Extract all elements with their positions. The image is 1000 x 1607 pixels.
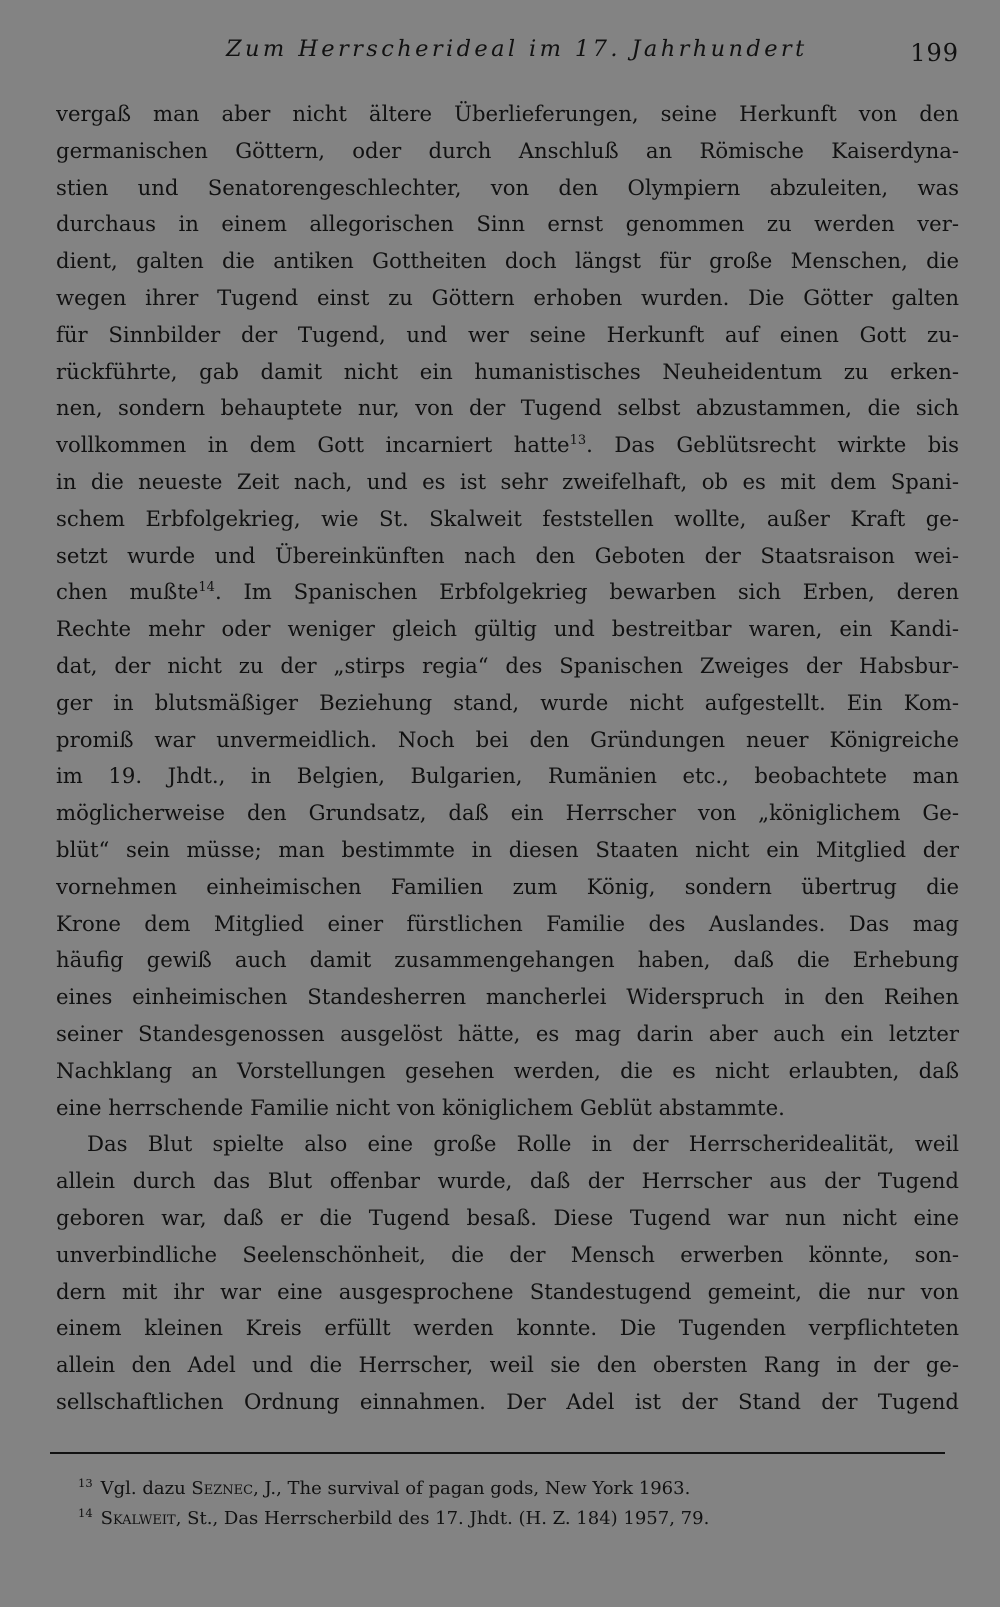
running-head <box>56 36 959 76</box>
text-line: im 19. Jhdt., in Belgien, Bulgarien, Rumänien etc., beobachtete man <box>56 763 959 789</box>
text-line: schem Erbfolgekrieg, wie St. Skalweit feststellen wollte, außer Kraft ge- <box>56 505 959 531</box>
text-segment: chen mußte <box>56 579 199 605</box>
text-line: wegen ihrer Tugend einst zu Göttern erhoben wurden. Die Götter galten <box>56 284 959 310</box>
text-segment: . Im Spanischen Erbfolgekrieg bewarben sich Erben, deren <box>214 579 959 605</box>
footnote-divider <box>50 1452 945 1454</box>
footnote-reference-14: 14 <box>198 580 215 596</box>
footnote-text: Vgl. dazu <box>100 1478 192 1499</box>
text-line: für Sinnbilder der Tugend, und wer seine Herkunft auf einen Gott zu- <box>56 321 959 347</box>
text-line: dient, galten die antiken Gottheiten doch längst für große Menschen, die <box>56 248 959 274</box>
footnote-author: Skalweit <box>100 1508 176 1529</box>
running-title: Zum Herrscherideal im 17. Jahrhundert <box>226 36 808 62</box>
text-line: Nachklang an Vorstellungen gesehen werden, die es nicht erlaubten, daß <box>56 1057 959 1083</box>
footnote-reference-13: 13 <box>569 433 587 449</box>
body-text <box>56 96 959 1421</box>
text-line: ger in blutsmäßiger Beziehung stand, wurde nicht aufgestellt. Ein Kom- <box>56 689 959 715</box>
text-line: germanischen Göttern, oder durch Anschluß an Römische Kaiserdyna- <box>56 137 959 163</box>
text-line: durchaus in einem allegorischen Sinn ernst genommen zu werden ver- <box>56 211 959 237</box>
footnote-14 <box>78 1504 958 1534</box>
text-line: dat, der nicht zu der „stirps regia“ des Spanischen Zweiges der Habsbur- <box>56 652 959 678</box>
text-line: rückführte, gab damit nicht ein humanistisches Neuheidentum zu erken- <box>56 358 959 384</box>
text-line: geboren war, daß er die Tugend besaß. Diese Tugend war nun nicht eine <box>56 1204 959 1230</box>
text-line: möglicherweise den Grundsatz, daß ein Herrscher von „königlichem Ge- <box>56 800 959 826</box>
text-line: allein durch das Blut offenbar wurde, daß der Herrscher aus der Tugend <box>56 1168 959 1194</box>
text-segment: . Das Geblütsrecht wirkte bis <box>586 432 959 458</box>
text-line <box>56 427 959 464</box>
text-line: häufig gewiß auch damit zusammengehangen haben, daß die Erhebung <box>56 947 959 973</box>
text-line: Krone dem Mitglied einer fürstlichen Familie des Auslandes. Das mag <box>56 910 959 936</box>
text-line: unverbindliche Seelenschönheit, die der Mensch erwerben könnte, son- <box>56 1241 959 1267</box>
text-line: allein den Adel und die Herrscher, weil sie den obersten Rang in der ge- <box>56 1352 959 1378</box>
text-line: promiß war unvermeidlich. Noch bei den Gründungen neuer Königreiche <box>56 726 959 752</box>
text-line <box>56 574 959 611</box>
text-line: blüt“ sein müsse; man bestimmte in diesen Staaten nicht ein Mitglied der <box>56 836 959 862</box>
text-line: einem kleinen Kreis erfüllt werden konnte. Die Tugenden verpflichteten <box>56 1315 959 1341</box>
text-line: nen, sondern behauptete nur, von der Tugend selbst abzustammen, die sich <box>56 395 959 421</box>
text-line: eines einheimischen Standesherren mancherlei Widerspruch in den Reihen <box>56 984 959 1010</box>
text-line: dern mit ihr war eine ausgesprochene Standestugend gemeint, die nur von <box>56 1278 959 1304</box>
text-line: seiner Standesgenossen ausgelöst hätte, es mag darin aber auch ein letzter <box>56 1020 959 1046</box>
text-line: eine herrschende Familie nicht von königlichem Geblüt abstammte. <box>56 1094 785 1120</box>
footnote-mark: 13 <box>78 1476 93 1490</box>
page-number: 199 <box>910 39 959 67</box>
text-line: in die neueste Zeit nach, und es ist sehr zweifelhaft, ob es mit dem Spani- <box>56 468 959 494</box>
footnotes <box>78 1474 958 1534</box>
footnote-13 <box>78 1474 958 1504</box>
footnote-text: , St., Das Herrscherbild des 17. Jhdt. (H. Z. 184) 1957, 79. <box>175 1508 710 1529</box>
text-line: sellschaftlichen Ordnung einnahmen. Der Adel ist der Stand der Tugend <box>56 1388 959 1414</box>
footnote-text: , J., The survival of pagan gods, New York 1963. <box>253 1478 691 1499</box>
text-line: setzt wurde und Übereinkünften nach den Geboten der Staatsraison wei- <box>56 542 959 568</box>
text-line: Das Blut spielte also eine große Rolle in der Herrscheridealität, weil <box>87 1131 959 1157</box>
text-line: vornehmen einheimischen Familien zum König, sondern übertrug die <box>56 873 959 899</box>
text-segment: vollkommen in dem Gott incarniert hatte <box>56 432 570 458</box>
text-line: stien und Senatorengeschlechter, von den Olympiern abzuleiten, was <box>56 174 959 200</box>
text-line: Rechte mehr oder weniger gleich gültig und bestreitbar waren, ein Kandi- <box>56 616 959 642</box>
text-line: vergaß man aber nicht ältere Überlieferungen, seine Herkunft von den <box>56 101 959 126</box>
footnote-mark: 14 <box>78 1506 93 1520</box>
footnote-author: Seznec <box>191 1478 254 1499</box>
